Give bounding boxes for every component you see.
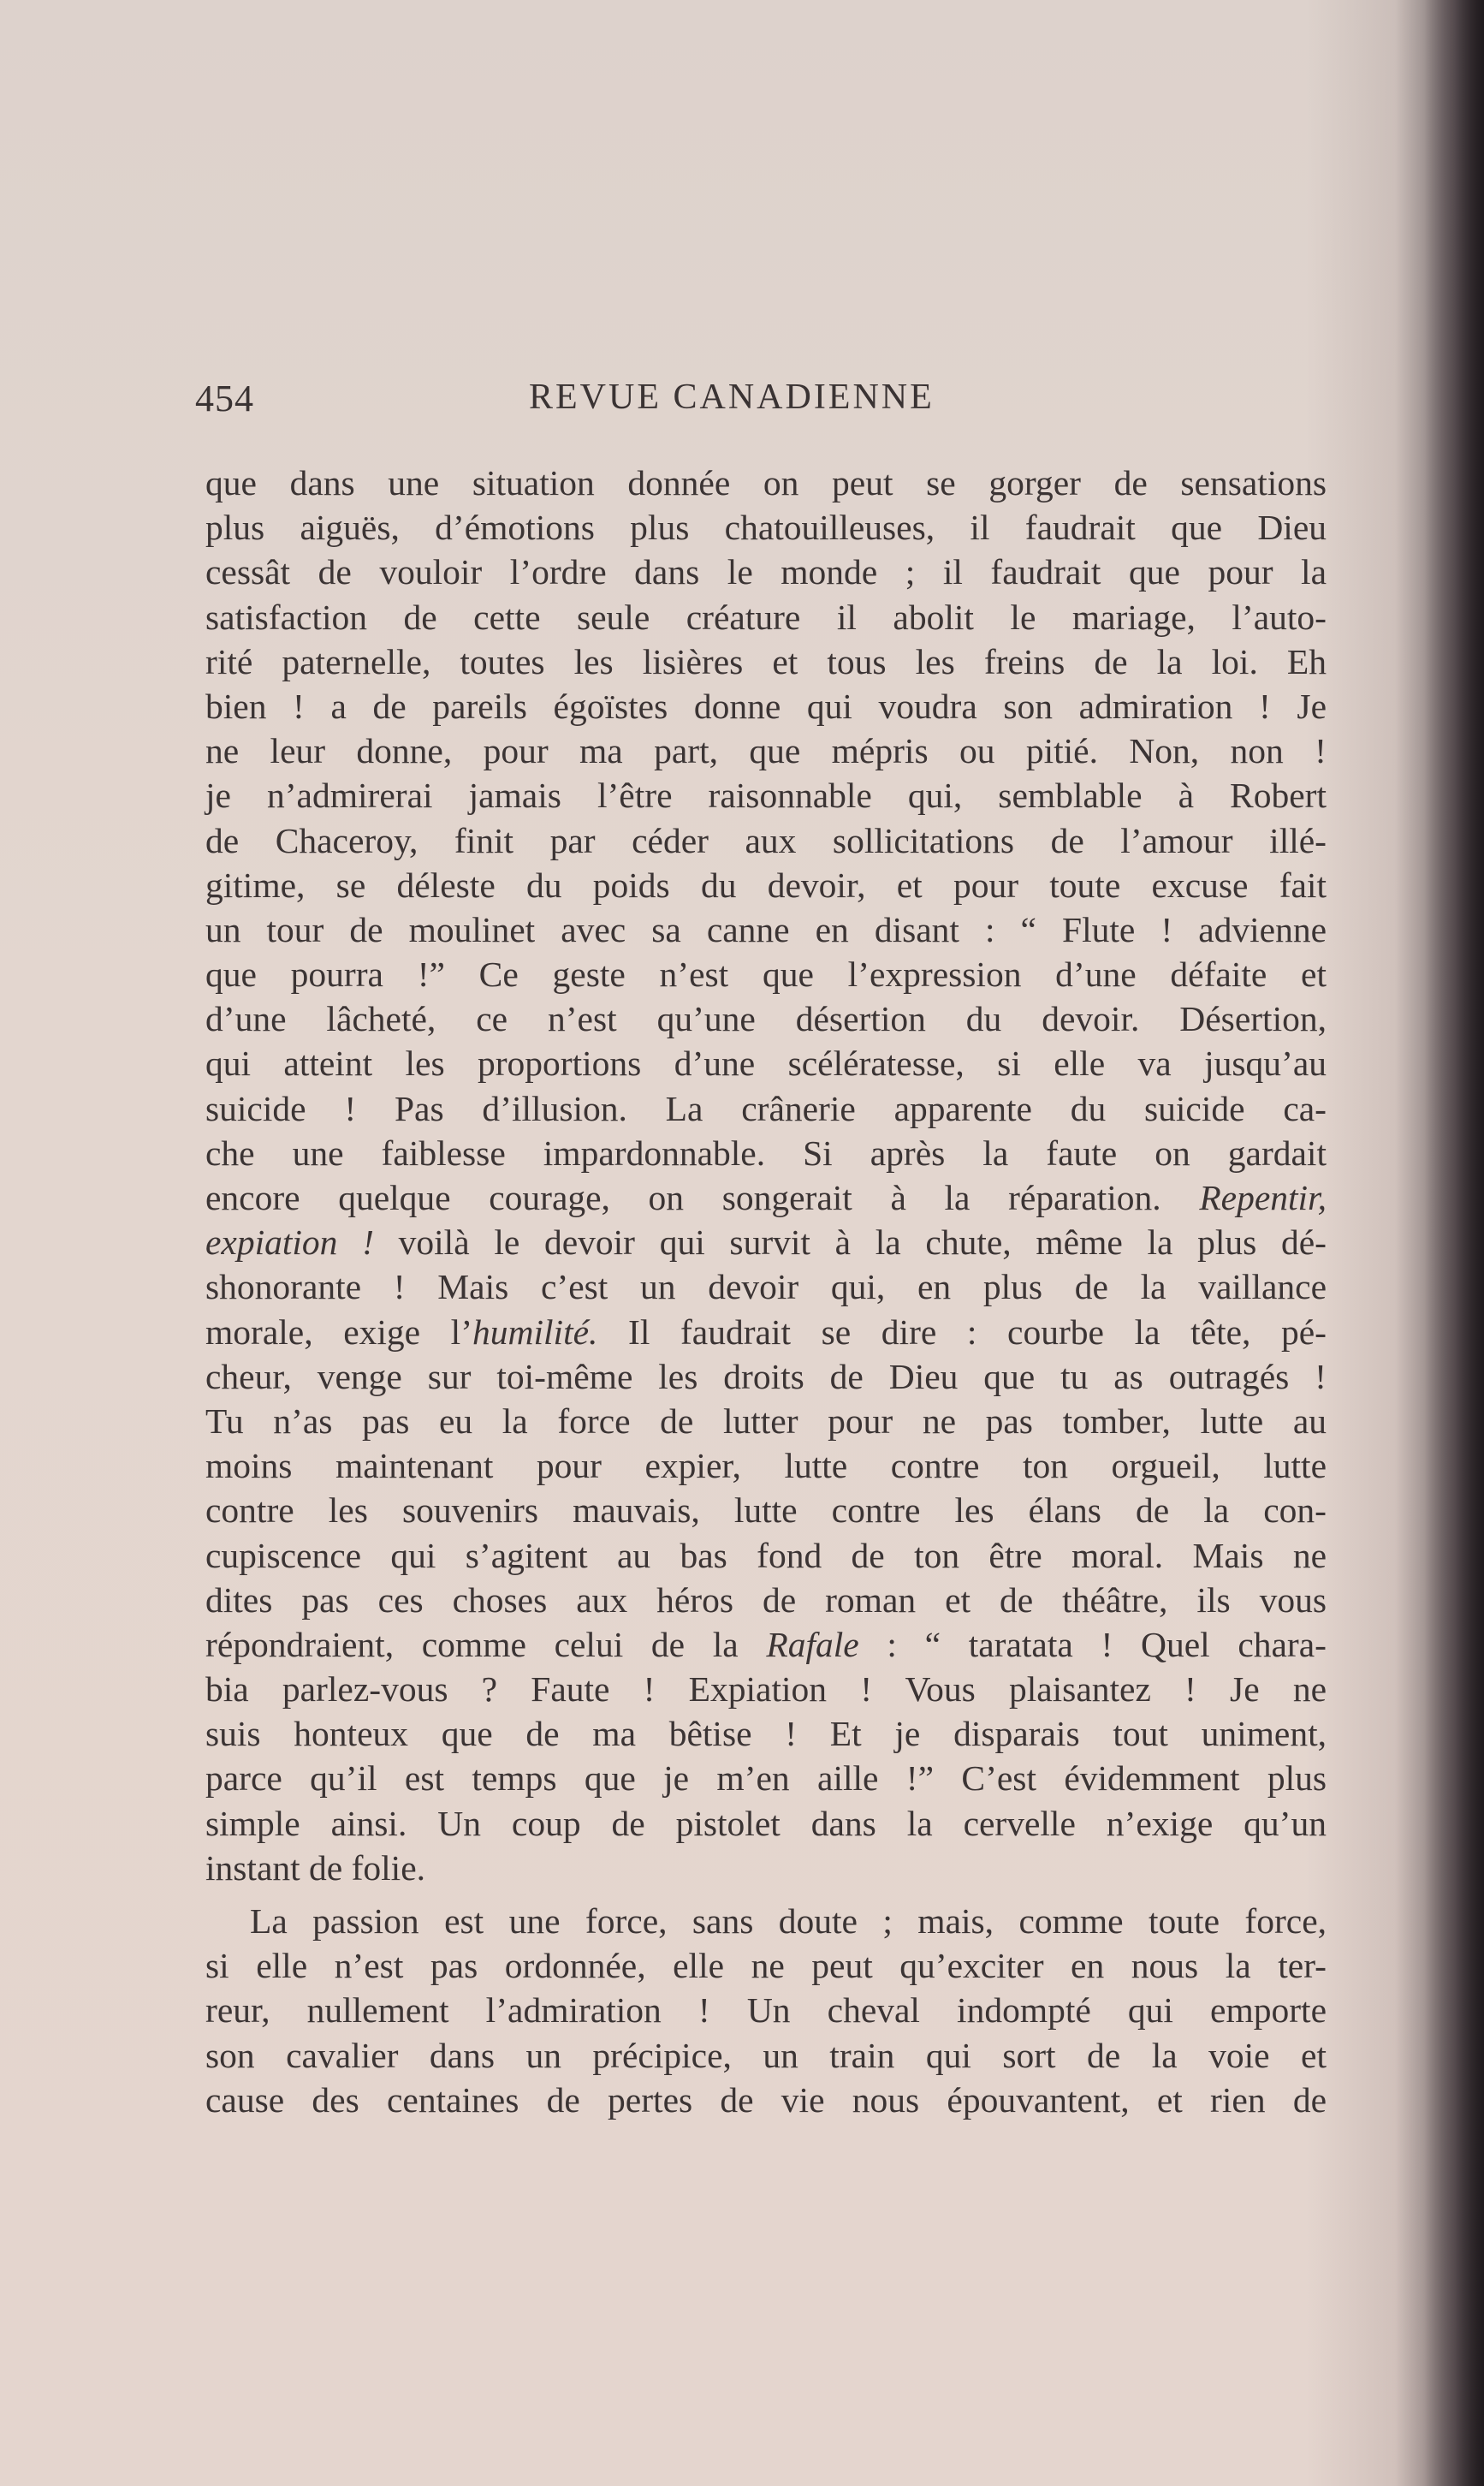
- text-line: La passion est une force, sans doute ; mais, comme toute force,: [250, 1901, 1327, 1941]
- text-line: d’une lâcheté, ce n’est qu’une désertion du devoir. Désertion,: [205, 999, 1327, 1039]
- running-head: REVUE CANADIENNE: [529, 378, 935, 417]
- text-line: satisfaction de cette seule créature il abolit le mariage, l’auto-: [205, 597, 1327, 637]
- text-line: que dans une situation donnée on peut se gorger de sensations: [205, 463, 1327, 503]
- text-line: parce qu’il est temps que je m’en aille !” C’est évidemment plus: [205, 1758, 1327, 1799]
- text-line: instant de folie.: [205, 1847, 426, 1888]
- text-line: reur, nullement l’admiration ! Un cheval indompté qui emporte: [205, 1990, 1327, 2031]
- text-line: suis honteux que de ma bêtise ! Et je disparais tout uniment,: [205, 1714, 1327, 1754]
- text-line: cupiscence qui s’agitent au bas fond de ton être moral. Mais ne: [205, 1535, 1327, 1575]
- text-line: bien ! a de pareils égoïstes donne qui voudra son admiration ! Je: [205, 686, 1327, 726]
- text-line: rité paternelle, toutes les lisières et tous les freins de la loi. Eh: [205, 641, 1327, 681]
- text-line: suicide ! Pas d’illusion. La crânerie apparente du suicide ca-: [205, 1088, 1327, 1128]
- paragraph-1-end: [205, 1667, 1327, 1890]
- text-line: cessât de vouloir l’ordre dans le monde ; il faudrait que pour la: [205, 552, 1327, 592]
- text-line: encore quelque courage, on songerait à la réparation. Repentir,: [205, 1178, 1327, 1217]
- paragraph-2: [205, 1899, 1327, 2122]
- text-line: gitime, se déleste du poids du devoir, et pour toute excuse fait: [205, 865, 1327, 905]
- body-text: [205, 461, 1327, 2122]
- text-line: je n’admirerai jamais l’être raisonnable qui, semblable à Robert: [205, 776, 1327, 816]
- text-line: répondraient, comme celui de la Rafale : “ taratata ! Quel chara-: [205, 1624, 1327, 1664]
- text-line: moins maintenant pour expier, lutte contre ton orgueil, lutte: [205, 1446, 1327, 1486]
- text-line: cheur, venge sur toi-même les droits de Dieu que tu as outragés !: [205, 1356, 1327, 1396]
- text-line: che une faiblesse impardonnable. Si après la faute on gardait: [205, 1133, 1327, 1173]
- text-line: un tour de moulinet avec sa canne en disant : “ Flute ! advienne: [205, 909, 1327, 949]
- text-line: cause des centaines de pertes de vie nous épouvantent, et rien de: [205, 2079, 1327, 2120]
- text-line: son cavalier dans un précipice, un train qui sort de la voie et: [205, 2035, 1327, 2075]
- page-header: [195, 377, 1325, 428]
- text-line: Tu n’as pas eu la force de lutter pour ne pas tomber, lutte au: [205, 1401, 1327, 1441]
- text-line: que pourra !” Ce geste n’est que l’expression d’une défaite et: [205, 955, 1327, 995]
- paragraph-1: [205, 461, 1327, 1175]
- paragraph-1-continued: [205, 1354, 1327, 1622]
- text-line: dites pas ces choses aux héros de roman et de théâtre, ils vous: [205, 1579, 1327, 1620]
- text-line: qui atteint les proportions d’une scélératesse, si elle va jusqu’au: [205, 1044, 1327, 1084]
- text-line: expiation ! voilà le devoir qui survit à la chute, même la plus dé-: [205, 1222, 1327, 1263]
- text-line: morale, exige l’humilité. Il faudrait se dire : courbe la tête, pé-: [205, 1311, 1327, 1352]
- text-line: shonorante ! Mais c’est un devoir qui, en plus de la vaillance: [205, 1267, 1327, 1307]
- text-line: contre les souvenirs mauvais, lutte contre les élans de la con-: [205, 1490, 1327, 1531]
- text-line: plus aiguës, d’émotions plus chatouilleuses, il faudrait que Dieu: [205, 508, 1327, 548]
- page-number: 454: [195, 378, 254, 419]
- text-line: de Chaceroy, finit par céder aux sollicitations de l’amour illé-: [205, 820, 1327, 860]
- italic-word: Repentir,: [1199, 1178, 1327, 1217]
- text-line: si elle n’est pas ordonnée, elle ne peut qu’exciter en nous la ter-: [205, 1946, 1327, 1986]
- text-line: simple ainsi. Un coup de pistolet dans la cervelle n’exige qu’un: [205, 1803, 1327, 1843]
- spine-shadow: [1424, 0, 1484, 2486]
- text-line: bia parlez-vous ? Faute ! Expiation ! Vous plaisantez ! Je ne: [205, 1669, 1327, 1710]
- text-line: ne leur donne, pour ma part, que mépris ou pitié. Non, non !: [205, 731, 1327, 771]
